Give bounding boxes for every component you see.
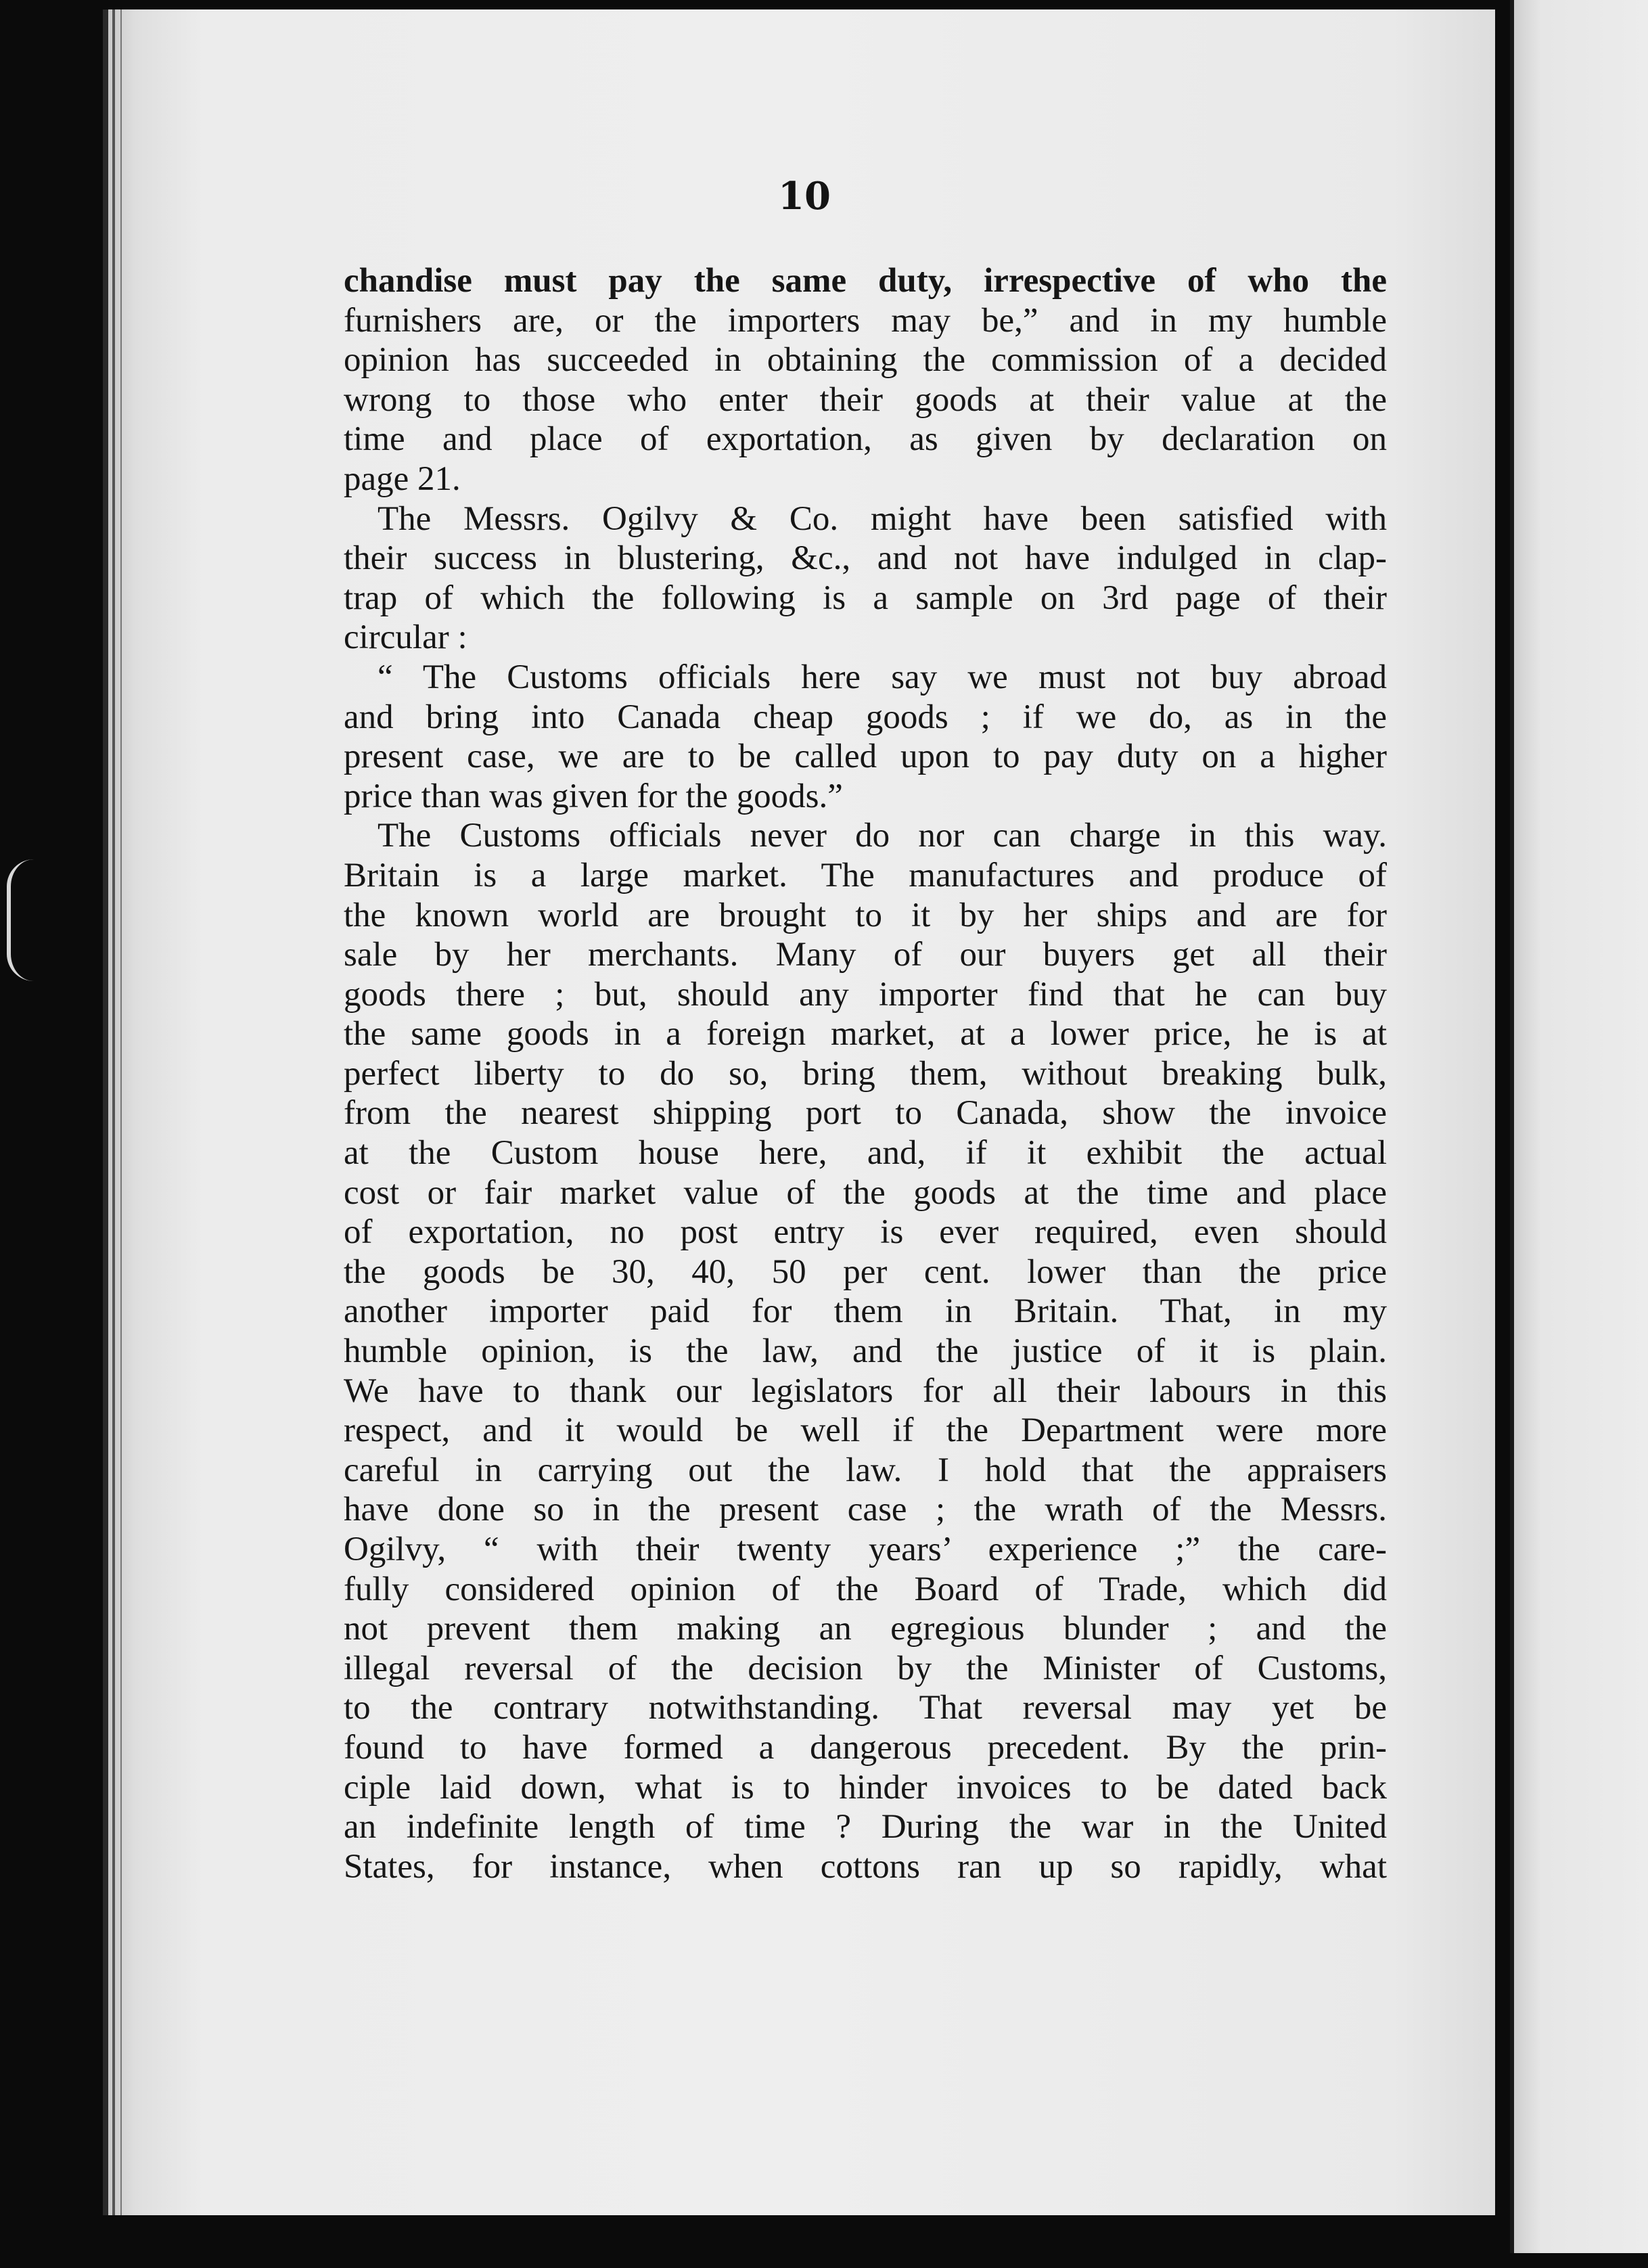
text-line: an indefinite length of time ? During the war in the United [344,1808,1387,1846]
text-line: The Messrs. Ogilvy & Co. might have been satisfied with [377,499,1387,538]
text-line: ciple laid down, what is to hinder invoices to be dated back [344,1768,1387,1807]
text-line: fully considered opinion of the Board of Trade, which did [344,1570,1387,1608]
text-line: chandise must pay the same duty, irrespective of who the [344,262,1387,300]
text-line: their success in blustering, &c., and not have indulged in clap- [344,539,1387,578]
text-line: not prevent them making an egregious blunder ; and the [344,1610,1387,1648]
text-line: wrong to those who enter their goods at their value at the [344,380,1387,419]
text-line: goods there ; but, should any importer find that he can buy [344,975,1387,1014]
text-line: respect, and it would be well if the Department were more [344,1411,1387,1450]
text-line: the goods be 30, 40, 50 per cent. lower than the price [344,1252,1387,1291]
binding-shadow-line [112,9,115,2215]
page-edge-mark [7,859,51,981]
adjacent-page-edge [1510,0,1648,2253]
text-line: opinion has succeeded in obtaining the commission of a decided [344,341,1387,380]
text-line: of exportation, no post entry is ever required, even should [344,1213,1387,1252]
body-text [344,261,1387,1886]
text-line: humble opinion, is the law, and the justice of it is plain. [344,1332,1387,1371]
text-line: trap of which the following is a sample on 3rd page of their [344,579,1387,617]
text-line: “ The Customs officials here say we must not buy abroad [377,658,1387,696]
text-line: the known world are brought to it by her ships and are for [344,896,1387,934]
text-line: careful in carrying out the law. I hold that the appraisers [344,1451,1387,1489]
text-line: We have to thank our legislators for all their labours in this [344,1371,1387,1410]
text-line: and bring into Canada cheap goods ; if we do, as in the [344,698,1387,736]
book-page [103,9,1495,2215]
text-line: another importer paid for them in Britain. That, in my [344,1292,1387,1331]
text-line: cost or fair market value of the goods at the time and place [344,1173,1387,1212]
text-line: perfect liberty to do so, bring them, without breaking bulk, [344,1054,1387,1093]
text-line: Britain is a large market. The manufactures and produce of [344,856,1387,894]
text-line: at the Custom house here, and, if it exhibit the actual [344,1134,1387,1173]
binding-shadow-line [120,9,122,2215]
text-line: Ogilvy, “ with their twenty years’ experience ;” the care- [344,1530,1387,1568]
text-line: illegal reversal of the decision by the Minister of Customs, [344,1649,1387,1687]
text-line: to the contrary notwithstanding. That reversal may yet be [344,1689,1387,1727]
text-line: The Customs officials never do nor can charge in this way. [377,817,1387,855]
text-line: States, for instance, when cottons ran up so rapidly, what [344,1847,1387,1886]
text-line: the same goods in a foreign market, at a lower price, he is at [344,1015,1387,1053]
text-line: have done so in the present case ; the wrath of the Messrs. [344,1491,1387,1529]
text-line: furnishers are, or the importers may be,” and in my humble [344,301,1387,340]
text-line: circular : [344,618,467,657]
text-line: price than was given for the goods.” [344,777,843,815]
text-line: page 21. [344,459,461,498]
text-line: time and place of exportation, as given by declaration on [344,420,1387,459]
text-line: present case, we are to be called upon to pay duty on a higher [344,738,1387,776]
text-line: sale by her merchants. Many of our buyers get all their [344,936,1387,974]
page-number: 10 [778,174,831,219]
text-line: found to have formed a dangerous precedent. By the prin- [344,1728,1387,1767]
text-line: from the nearest shipping port to Canada, show the invoice [344,1094,1387,1133]
